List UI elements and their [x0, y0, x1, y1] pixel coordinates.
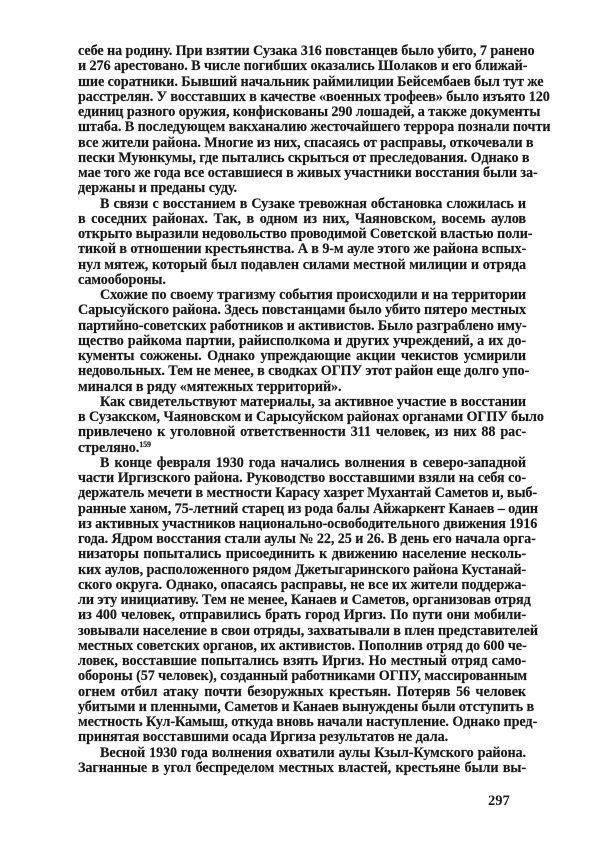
text-line [78, 654, 526, 669]
text-line [78, 226, 533, 242]
text-line [78, 363, 530, 380]
text-line [78, 273, 526, 288]
line-text: стреляно. [78, 439, 140, 456]
paragraph [78, 287, 530, 395]
line-text: партийно-советских работников и активистов. Было разграблено иму- [78, 317, 527, 334]
text-line [78, 669, 526, 684]
line-text: штаба. В последующем вакханалию жесточайшего террора познали почти [78, 119, 551, 136]
line-text: тикой в отношении крестьянства. А в 9-м ауле этого же района вспых- [78, 241, 527, 258]
line-text: себе на родину. При взятии Сузака 316 повстанцев было убито, 7 ранено [78, 43, 535, 59]
text-line [78, 622, 538, 639]
paragraph [78, 454, 538, 746]
line-text: В связи с восстанием в Сузаке тревожная обстановка сложилась и [100, 195, 526, 212]
line-text: из 400 человек, отправились брать город Иргиз. По пути они мобили- [78, 607, 526, 624]
text-line [78, 441, 526, 456]
line-text: Как свидетельствуют материалы, за активное участие в восстании [100, 393, 526, 410]
text-line [78, 515, 538, 532]
line-text: привлечено к уголовной ответственности 311 человек, из них 88 рас- [78, 424, 526, 441]
text-line [78, 456, 526, 471]
line-text: расстрелян. У восставших в качестве «военных трофеев» было изъято 120 [78, 88, 550, 105]
text-line [78, 73, 544, 90]
line-text: низаторы попытались присоединить к движению население несколь- [78, 546, 526, 563]
text-line [78, 149, 530, 166]
line-text: и 276 арестовано. В числе погибших оказались Шолаков и его ближай- [78, 58, 528, 75]
text-line [78, 134, 534, 151]
text-line [78, 242, 526, 257]
line-text: щество райкома партии, райисполкома и других учреждений, а их до- [78, 332, 526, 349]
line-text: ких аулов, расположенного рядом Джетыгаринского района Кустанай- [78, 561, 527, 578]
line-text: единиц разного оружия, конфискованы 290 лошадей, а также документы [78, 104, 541, 120]
line-text: все жители района. Многие из них, спасаясь от расправы, откочевали в [78, 134, 534, 151]
line-text: самообороны. [78, 271, 166, 288]
text-line [78, 395, 526, 410]
line-text: ского округа. Однако, опасаясь расправы, не все их жители поддержа- [78, 576, 526, 593]
line-text: из активных участников национально-освободительного движения 1916 [78, 515, 538, 532]
text-line [78, 698, 535, 715]
line-text: пески Муюнкумы, где пытались скрыться от преследования. Однако в [78, 149, 530, 166]
text-line [78, 212, 526, 227]
text-line [78, 258, 526, 273]
text-line [78, 547, 526, 562]
line-text: принятая восставшими осада Иргиза результатов не дала. [78, 729, 449, 746]
text-line [78, 500, 538, 517]
text-line [78, 425, 526, 440]
text-line [78, 288, 526, 303]
text-line [78, 181, 526, 196]
text-line [78, 746, 526, 761]
line-text: Весной 1930 года волнения охватили аулы Кзыл-Кумского района. [100, 744, 526, 761]
paragraph [78, 746, 526, 777]
paragraph [78, 195, 533, 289]
paragraph [78, 393, 544, 456]
text-line [78, 608, 526, 623]
line-text: мае того же года все оставшиеся в живых участники восстания были за- [78, 165, 538, 181]
text-line [78, 165, 538, 181]
text-line [78, 578, 526, 593]
line-text: Схожие по своему трагизму события происходили и на территории [100, 287, 526, 303]
line-text: местных советских органов, их активистов. Пополнив отряд до 600 че- [78, 637, 527, 654]
line-text: В конце февраля 1930 года начались волнения в северо-западной [100, 454, 526, 471]
text-line [78, 730, 526, 745]
line-text: шие соратники. Бывший начальник раймилиции Бейсембаев был тут же [78, 73, 544, 90]
line-text: ранные ханом, 75-летний старец из рода балы Айжаркент Канаев – один [78, 500, 538, 517]
text-line [78, 531, 536, 547]
line-text: кументы сожжены. Однако упреждающие акции чекистов усмирили [78, 348, 526, 364]
page-number: 297 [488, 793, 510, 809]
text-line [78, 380, 526, 395]
text-line [78, 563, 526, 578]
text-line [78, 88, 550, 105]
line-text: держатель мечети в местности Карасу хазрет Мухантай Саметов и, выб- [78, 485, 538, 502]
line-text: нул мятеж, который был подавлен силами местной милиции и отряда [78, 256, 526, 273]
line-text: Сарысуйского района. Здесь повстанцами было убито пятеро местных [78, 302, 527, 319]
text-line [78, 59, 526, 74]
text-line [78, 409, 544, 425]
line-text: ловек, восставшие попытались взять Иргиз. Но местный отряд само- [78, 653, 526, 669]
line-text: ли эту инициативу. Тем не менее, Канаев и Саметов, организовав отряд [78, 592, 531, 608]
text-line [78, 485, 538, 502]
line-text: недовольных. Тем не менее, в сводках ОГПУ этот район еще долго упо- [78, 363, 530, 380]
text-line [78, 349, 526, 364]
line-text: огнем отбил атаку почти безоружных крестьян. Потеряв 56 человек [78, 683, 526, 700]
line-text: минался в ряду «мятежных территорий». [78, 378, 342, 395]
line-text: открыто выразили недовольство проводимой Советской властью поли- [78, 226, 533, 242]
line-text: года. Ядром восстания стали аулы № 22, 25 и 26. В день его начала орга- [78, 531, 536, 547]
text-line [78, 119, 551, 136]
line-text: обороны (57 человек), созданный работниками ОГПУ, массированным [78, 668, 527, 685]
line-text: Загнанные в угол беспределом местных властей, крестьяне были вы- [78, 759, 526, 776]
paragraph [78, 43, 551, 197]
text-line [78, 197, 526, 212]
line-text: держаны и преданы суду. [78, 180, 237, 197]
text-line [78, 685, 526, 700]
text-line [78, 319, 526, 334]
line-text: части Иргизского района. Руководство восставшими взяли на себя со- [78, 470, 526, 486]
line-text: в Сузакском, Чаяновском и Сарысуйском районах органами ОГПУ было [78, 409, 544, 425]
text-line [78, 334, 526, 349]
footnote-reference: 159 [139, 439, 151, 449]
text-line [78, 303, 526, 318]
line-text: убитыми и пленными, Саметов и Канаев вынуждены были отступить в [78, 698, 535, 715]
text-line [78, 592, 531, 608]
book-page-text [78, 43, 551, 776]
line-text: местность Кул-Камыш, откуда вновь начали наступление. Однако пред- [78, 714, 538, 730]
line-text: зовывали население в свои отряды, захватывали в плен представителей [78, 622, 538, 639]
text-line [78, 639, 526, 654]
text-line [78, 761, 526, 776]
text-line [78, 714, 538, 730]
text-line [78, 471, 526, 486]
line-text: в соседних районах. Так, в одном из них, Чаяновском, восемь аулов [78, 210, 526, 227]
text-line [78, 43, 535, 59]
text-line [78, 104, 541, 120]
